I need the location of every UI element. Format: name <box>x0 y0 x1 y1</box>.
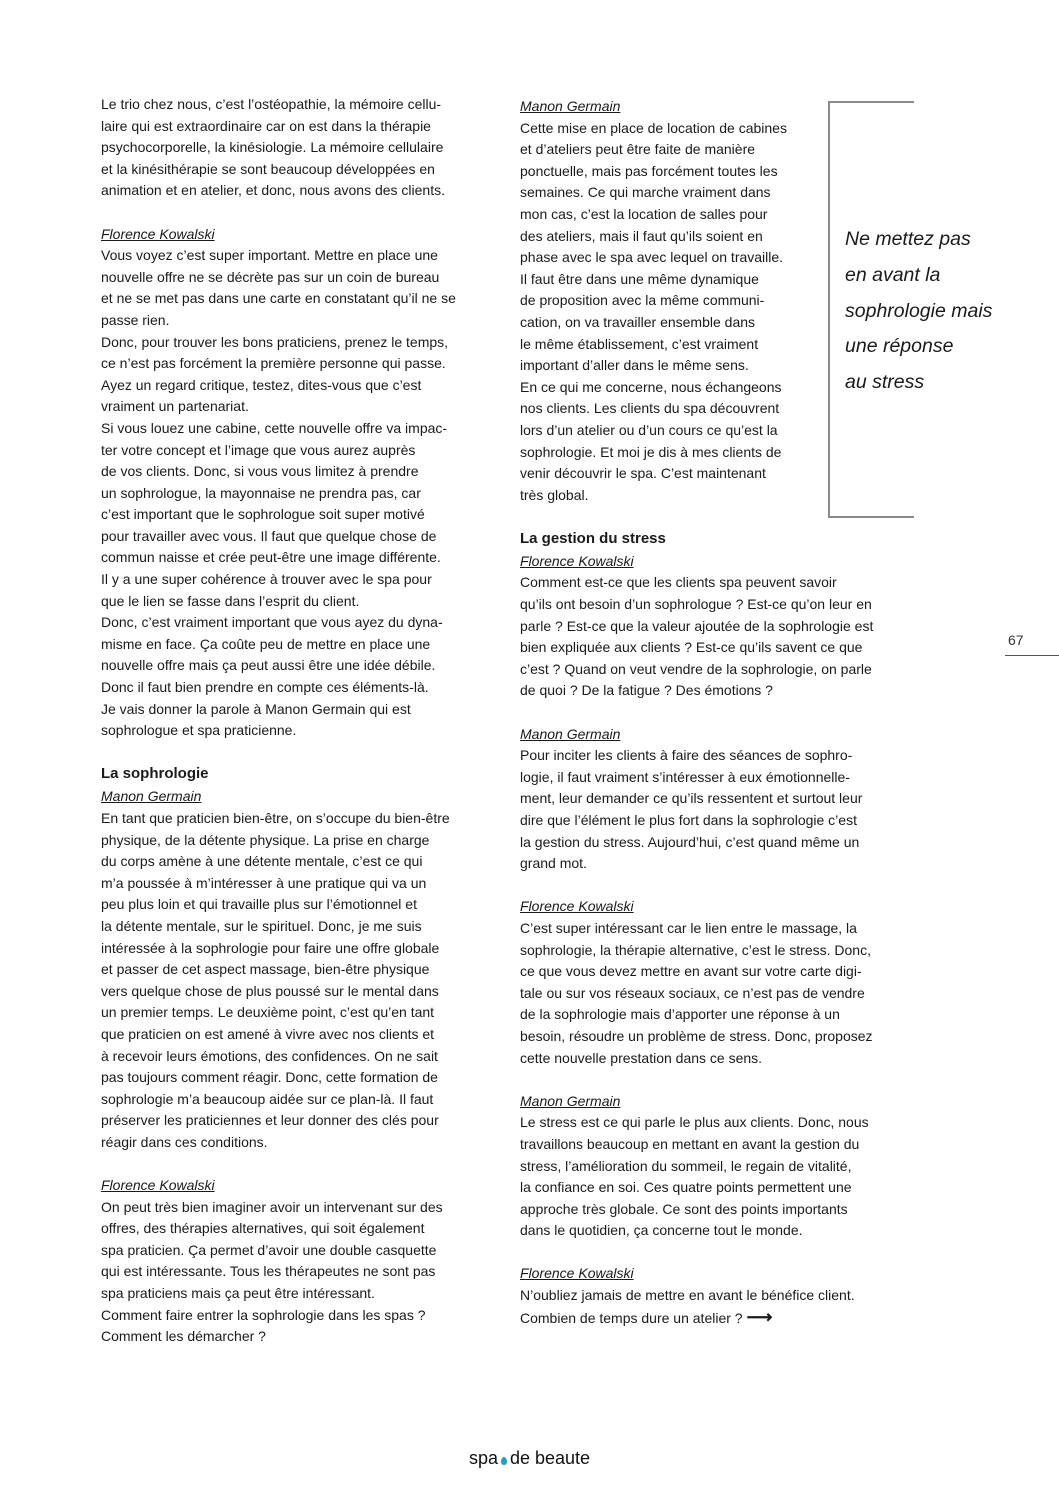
text-line <box>520 940 873 962</box>
line-text: vers quelque chose de plus poussé sur le mental dans <box>101 982 439 999</box>
line-text: dire que l’élément le plus fort dans la sophrologie c’est <box>520 812 857 828</box>
text-line <box>101 1110 456 1132</box>
text-line <box>101 591 456 613</box>
pull-quote-line: en avant la <box>845 263 941 286</box>
text-line <box>101 310 456 332</box>
line-text: ment, leur demander ce qu’ils ressentent et surtout leur <box>520 790 863 807</box>
spacer <box>520 702 873 724</box>
text-line <box>101 655 456 677</box>
line-text: intéressée à la sophrologie pour faire une offre globale <box>101 939 440 956</box>
spacer <box>520 1069 873 1091</box>
text-line <box>101 916 456 938</box>
line-text: dans le quotidien, ça concerne tout le monde. <box>520 1222 803 1239</box>
line-text: N’oubliez jamais de mettre en avant le bénéfice client. <box>520 1287 855 1304</box>
paragraph <box>101 245 456 742</box>
text-line <box>520 442 873 464</box>
line-text: et la kinésithérapie se sont beaucoup développées en <box>101 160 435 177</box>
paragraph <box>520 745 873 875</box>
text-line <box>520 637 873 659</box>
text-line <box>520 226 873 248</box>
text-line <box>520 1048 873 1070</box>
line-text: pas toujours comment réagir. Donc, cette formation de <box>101 1069 438 1086</box>
spacer <box>101 742 456 764</box>
text-line <box>101 981 456 1003</box>
paragraph <box>520 918 873 1069</box>
logo-text-right: de beaute <box>509 1448 591 1468</box>
line-text: Combien de temps dure un atelier ? <box>520 1309 743 1326</box>
line-text: psychocorporelle, la kinésiologie. La mémoire cellulaire <box>101 139 444 156</box>
line-text: sophrologie, la thérapie alternative, c’est le stress. Donc, <box>520 941 871 958</box>
speaker-name: Florence Kowalski <box>520 1265 634 1282</box>
line-text: bien expliquée aux clients ? Est-ce qu’ils savent ce que <box>520 639 863 656</box>
text-line <box>101 894 456 916</box>
line-text: vraiment un partenariat. <box>101 398 249 415</box>
pull-quote-line: sophrologie mais <box>845 299 993 322</box>
text-line <box>520 1156 873 1178</box>
line-text: des ateliers, mais il faut qu’ils soient en <box>520 227 763 244</box>
line-text: venir découvrir le spa. C’est maintenant <box>520 465 766 482</box>
speaker-name: Florence Kowalski <box>520 898 634 915</box>
text-line <box>520 269 873 291</box>
line-text: Ayez un regard critique, testez, dites-vous que c’est <box>101 376 422 393</box>
text-line <box>101 1089 456 1111</box>
spacer <box>520 506 873 528</box>
line-text: Comment est-ce que les clients spa peuvent savoir <box>520 574 837 591</box>
line-text: qu’ils ont besoin d’un sophrologue ? Est-ce qu’on leur en <box>520 596 872 613</box>
left-column <box>101 94 456 1348</box>
line-text: sophrologie m’a beaucoup aidée sur ce plan-là. Il faut <box>101 1090 434 1107</box>
line-text: Cette mise en place de location de cabines <box>520 119 787 136</box>
line-text: tale ou sur vos réseaux sociaux, ce n’est pas de vendre <box>520 984 865 1001</box>
right-column <box>520 96 873 1328</box>
speaker-name: Manon Germain <box>520 98 621 114</box>
paragraph <box>101 1197 456 1348</box>
line-text: que praticien on est amené à vivre avec nos clients et <box>101 1025 435 1042</box>
line-text: de vos clients. Donc, si vous vous limitez à prendre <box>101 463 419 480</box>
text-line <box>101 1283 456 1305</box>
text-line <box>101 504 456 526</box>
line-text: et passer de cet aspect massage, bien-être physique <box>101 961 430 978</box>
text-line <box>101 180 456 202</box>
text-line <box>520 983 873 1005</box>
text-line <box>520 788 873 810</box>
text-line <box>520 334 873 356</box>
line-text: Donc il faut bien prendre en compte ces éléments-là. <box>101 679 429 696</box>
text-line <box>101 938 456 960</box>
line-text: important d’aller dans le même sens. <box>520 357 749 374</box>
line-text: Il y a une super cohérence à trouver avec le spa pour <box>101 571 432 588</box>
line-text: phase avec le spa avec lequel on travaille. <box>520 249 784 266</box>
text-line <box>520 1004 873 1026</box>
text-line <box>520 767 873 789</box>
text-line <box>520 961 873 983</box>
line-text: spa praticien. Ça permet d’avoir une double casquette <box>101 1241 437 1258</box>
line-text: animation et en atelier, et donc, nous avons des clients. <box>101 182 445 199</box>
text-line <box>520 420 873 442</box>
continue-arrow-icon: ⟶ <box>746 1306 773 1327</box>
speaker-name: Manon Germain <box>520 725 621 742</box>
line-text: de quoi ? De la fatigue ? Des émotions ? <box>520 682 773 699</box>
text-line <box>101 245 456 267</box>
text-line <box>101 569 456 591</box>
line-text: En ce qui me concerne, nous échangeons <box>520 378 782 395</box>
text-line <box>101 440 456 462</box>
text-line <box>101 1002 456 1024</box>
text-line <box>101 288 456 310</box>
line-text: ce que vous devez mettre en avant sur votre carte digi- <box>520 963 862 980</box>
line-text: Le stress est ce qui parle le plus aux clients. Donc, nous <box>520 1114 869 1131</box>
text-line <box>101 1305 456 1327</box>
text-line <box>520 1285 873 1307</box>
text-line <box>101 483 456 505</box>
text-line <box>520 204 873 226</box>
page-number-rule <box>1005 655 1059 656</box>
paragraph <box>101 808 456 1154</box>
line-text: laire qui est extraordinaire car on est dans la thérapie <box>101 117 431 134</box>
line-text: ponctuelle, mais pas forcément toutes les <box>520 162 778 179</box>
speaker-name: Florence Kowalski <box>101 225 215 242</box>
line-text: On peut très bien imaginer avoir un intervenant sur des <box>101 1198 443 1215</box>
text-line <box>101 547 456 569</box>
text-line <box>520 572 873 594</box>
text-line <box>101 267 456 289</box>
speaker-name: Florence Kowalski <box>520 552 634 569</box>
text-line <box>520 290 873 312</box>
text-line <box>101 418 456 440</box>
line-text: pour travailler avec vous. Il faut que quelque chose de <box>101 527 437 544</box>
line-text: sophrologue et spa praticienne. <box>101 722 297 739</box>
line-text: besoin, résoudre un problème de stress. Donc, proposez <box>520 1027 873 1044</box>
line-text: très global. <box>520 486 589 503</box>
line-text: C’est super intéressant car le lien entre le massage, la <box>520 919 857 936</box>
line-text: commun naisse et crée peut-être une image différente. <box>101 549 441 566</box>
paragraph <box>101 94 456 202</box>
text-line <box>520 810 873 832</box>
line-text: offres, des thérapies alternatives, qui soit également <box>101 1220 425 1237</box>
text-line <box>101 830 456 852</box>
line-text: parle ? Est-ce que la valeur ajoutée de la sophrologie est <box>520 617 874 634</box>
line-text: sophrologie. Et moi je dis à mes clients de <box>520 443 782 460</box>
text-line <box>101 396 456 418</box>
text-line <box>520 247 873 269</box>
text-line <box>520 1112 873 1134</box>
text-line <box>101 959 456 981</box>
spacer <box>520 1242 873 1264</box>
text-line <box>101 137 456 159</box>
line-text: Le trio chez nous, c’est l’ostéopathie, la mémoire cellu- <box>101 96 442 112</box>
water-drop-icon <box>501 1457 507 1465</box>
line-text: m’a poussée à m’intéresser à une pratique qui va un <box>101 874 427 891</box>
line-text: Donc, c’est vraiment important que vous ayez du dyna- <box>101 614 443 631</box>
line-text: et d’ateliers peut être faite de manière <box>520 141 756 158</box>
line-text: de la sophrologie mais d’apporter une réponse à un <box>520 1006 840 1023</box>
text-line <box>101 1132 456 1154</box>
line-text: que le lien se fasse dans l’esprit du client. <box>101 592 360 609</box>
text-line <box>520 1026 873 1048</box>
text-line <box>101 353 456 375</box>
line-text: du corps amène à une détente mentale, c’est ce qui <box>101 853 423 870</box>
line-text: passe rien. <box>101 311 170 328</box>
line-text: Comment faire entrer la sophrologie dans les spas ? <box>101 1306 426 1323</box>
section-heading: La gestion du stress <box>520 529 666 547</box>
line-text: la détente mentale, sur le spirituel. Donc, je me suis <box>101 917 422 934</box>
line-text: Pour inciter les clients à faire des séances de sophro- <box>520 747 853 764</box>
text-line <box>101 634 456 656</box>
text-line <box>520 463 873 485</box>
text-line <box>520 1134 873 1156</box>
text-line <box>520 659 873 681</box>
text-line <box>101 94 456 116</box>
speaker-name: Florence Kowalski <box>101 1177 215 1194</box>
pull-quote-line: au stress <box>845 371 925 394</box>
text-line <box>101 699 456 721</box>
text-line <box>520 918 873 940</box>
line-text: semaines. Ce qui marche vraiment dans <box>520 184 771 201</box>
section-heading: La sophrologie <box>101 765 209 783</box>
line-text: qui est intéressante. Tous les thérapeutes ne sont pas <box>101 1263 436 1280</box>
text-line <box>101 720 456 742</box>
text-line <box>520 182 873 204</box>
line-text: Vous voyez c’est super important. Mettre en place une <box>101 247 438 264</box>
text-line <box>520 377 873 399</box>
line-text: logie, il faut vraiment s’intéresser à eux émotionnelle- <box>520 768 850 785</box>
paragraph <box>520 118 873 507</box>
line-text: nouvelle offre mais ça peut aussi être une idée débile. <box>101 657 436 674</box>
text-line <box>520 616 873 638</box>
text-line <box>101 116 456 138</box>
line-text: préserver les praticiennes et leur donner des clés pour <box>101 1112 439 1129</box>
speaker-name: Manon Germain <box>101 788 202 805</box>
line-text: Il faut être dans une même dynamique <box>520 270 759 287</box>
pull-quote-line: Ne mettez pas <box>845 228 971 250</box>
text-line <box>520 1199 873 1221</box>
text-line <box>520 355 873 377</box>
magazine-logo <box>0 1448 1059 1469</box>
text-line <box>520 161 873 183</box>
text-line <box>520 594 873 616</box>
text-line <box>101 1197 456 1219</box>
text-line <box>101 159 456 181</box>
line-text: travaillons beaucoup en mettant en avant la gestion du <box>520 1135 860 1152</box>
line-text: Donc, pour trouver les bons praticiens, prenez le temps, <box>101 333 449 350</box>
spacer <box>101 1154 456 1176</box>
line-text: peu plus loin et qui travaille plus sur l’émotionnel et <box>101 896 417 913</box>
text-line <box>101 461 456 483</box>
line-text: la gestion du stress. Aujourd’hui, c’est quand même un <box>520 833 860 850</box>
line-text: un premier temps. Le deuxième point, c’est qu’en tant <box>101 1004 435 1021</box>
text-line <box>520 832 873 854</box>
text-line <box>101 1218 456 1240</box>
text-line <box>520 398 873 420</box>
line-text: lors d’un atelier ou d’un cours ce qu’est la <box>520 421 778 438</box>
line-text: la confiance en soi. Ces quatre points permettent une <box>520 1179 852 1196</box>
text-line <box>520 118 873 140</box>
text-line <box>101 1067 456 1089</box>
text-line <box>101 526 456 548</box>
logo-text-left: spa <box>468 1448 498 1468</box>
text-line <box>520 1220 873 1242</box>
text-line <box>520 1177 873 1199</box>
line-text: c’est ? Quand on veut vendre de la sophrologie, on parle <box>520 660 872 677</box>
line-text: Je vais donner la parole à Manon Germain qui est <box>101 700 411 717</box>
text-line <box>520 745 873 767</box>
line-text: un sophrologue, la mayonnaise ne prendra pas, car <box>101 484 421 501</box>
text-line <box>520 139 873 161</box>
spacer <box>520 875 873 897</box>
text-line <box>101 873 456 895</box>
text-line <box>101 375 456 397</box>
line-text: misme en face. Ça coûte peu de mettre en place une <box>101 635 431 652</box>
spacer <box>101 202 456 224</box>
text-line <box>101 808 456 830</box>
text-line <box>101 1240 456 1262</box>
text-line <box>520 680 873 702</box>
paragraph <box>520 1285 873 1328</box>
line-text: cation, on va travailler ensemble dans <box>520 313 756 330</box>
line-text: spa praticiens mais ça peut être intéressant. <box>101 1285 375 1302</box>
text-line <box>520 1307 873 1329</box>
line-text: physique, de la détente physique. La prise en charge <box>101 831 430 848</box>
text-line <box>101 1046 456 1068</box>
text-line <box>101 1261 456 1283</box>
text-line <box>101 612 456 634</box>
line-text: approche très globale. Ce sont des points importants <box>520 1200 848 1217</box>
line-text: c’est important que le sophrologue soit super motivé <box>101 506 425 523</box>
text-line <box>520 853 873 875</box>
line-text: stress, l’amélioration du sommeil, le regain de vitalité, <box>520 1157 852 1174</box>
text-line <box>101 332 456 354</box>
text-line <box>520 312 873 334</box>
text-line <box>101 1326 456 1348</box>
line-text: à recevoir leurs émotions, des confidences. On ne sait <box>101 1047 438 1064</box>
pull-quote-line: une réponse <box>845 335 954 358</box>
line-text: Comment les démarcher ? <box>101 1328 266 1345</box>
line-text: de proposition avec la même communi- <box>520 292 765 309</box>
text-line <box>520 485 873 507</box>
paragraph <box>520 1112 873 1242</box>
speaker-name: Manon Germain <box>520 1092 621 1109</box>
line-text: nouvelle offre ne se décrète pas sur un coin de bureau <box>101 268 440 285</box>
line-text: et ne se met pas dans une carte en constatant qu’il ne se <box>101 290 456 307</box>
line-text: le même établissement, c’est vraiment <box>520 335 759 352</box>
line-text: En tant que praticien bien-être, on s’occupe du bien-être <box>101 810 450 826</box>
line-text: grand mot. <box>520 855 587 872</box>
line-text: réagir dans ces conditions. <box>101 1133 268 1150</box>
line-text: ce n’est pas forcément la première personne qui passe. <box>101 355 446 372</box>
paragraph <box>520 572 873 702</box>
line-text: ter votre concept et l’image que vous aurez auprès <box>101 441 416 458</box>
text-line <box>101 677 456 699</box>
pull-quote <box>845 222 992 401</box>
text-line <box>101 851 456 873</box>
line-text: mon cas, c’est la location de salles pour <box>520 205 768 222</box>
line-text: Si vous louez une cabine, cette nouvelle offre va impac- <box>101 419 448 436</box>
line-text: cette nouvelle prestation dans ce sens. <box>520 1049 763 1066</box>
page-number: 67 <box>1008 632 1024 648</box>
text-line <box>101 1024 456 1046</box>
line-text: nos clients. Les clients du spa découvrent <box>520 400 780 417</box>
